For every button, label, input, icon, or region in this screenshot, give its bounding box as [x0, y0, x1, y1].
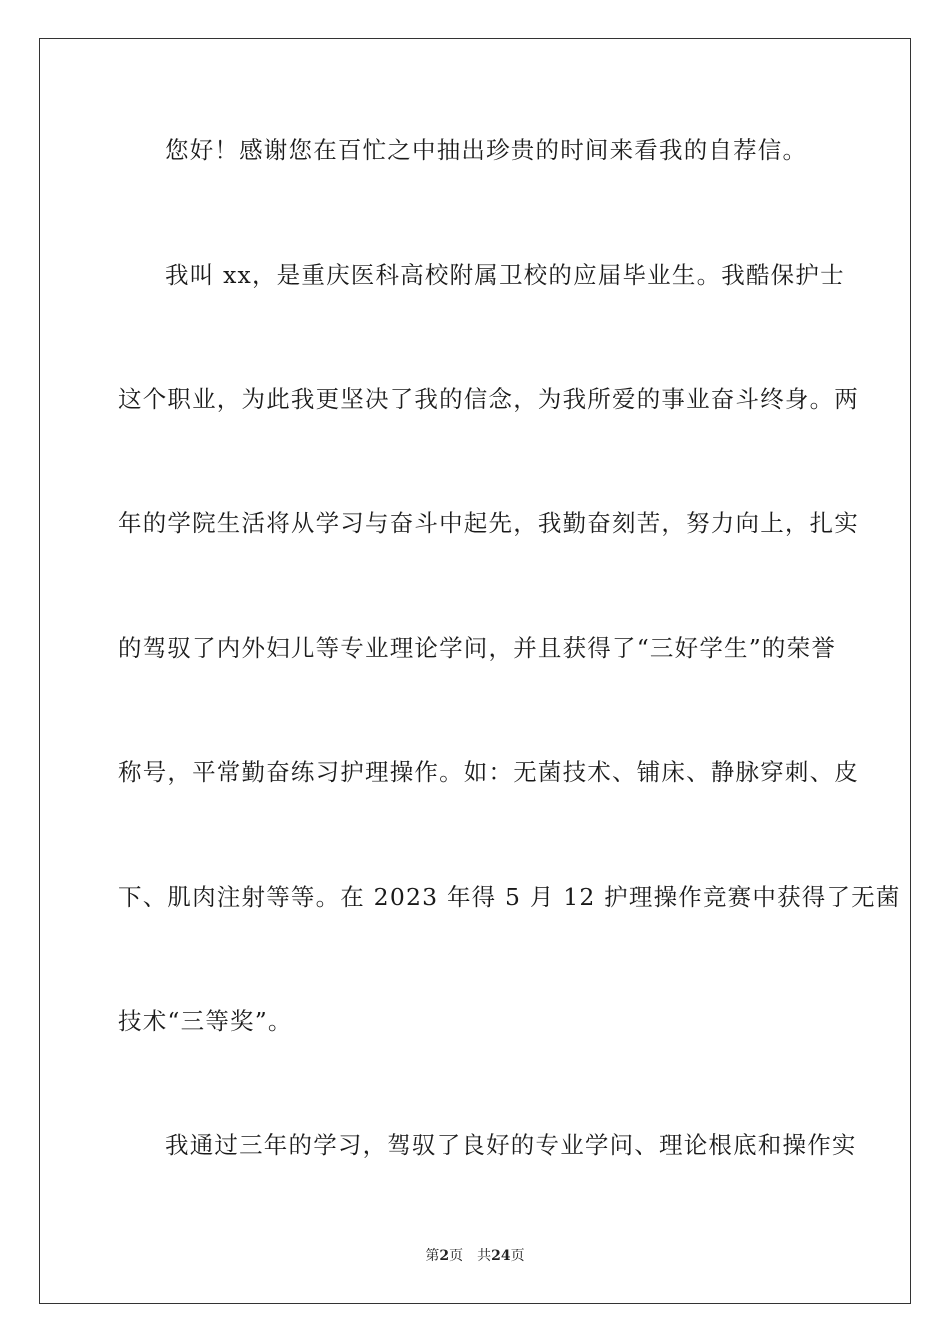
- body-line-2: 我叫 xx，是重庆医科高校附属卫校的应届毕业生。我酷保护士: [165, 261, 845, 289]
- footer-total-pages: 24: [491, 1248, 511, 1264]
- footer-page-number: 2: [439, 1248, 450, 1264]
- body-line-8: 技术“三等奖”。: [118, 1007, 293, 1035]
- body-line-1: 您好！感谢您在百忙之中抽出珍贵的时间来看我的自荐信。: [165, 136, 808, 164]
- footer-page-suffix: 页: [449, 1248, 464, 1264]
- page-border: [39, 38, 911, 1304]
- body-line-7: 下、肌肉注射等等。在 2023 年得 5 月 12 护理操作竞赛中获得了无菌: [118, 883, 901, 911]
- footer-page-prefix: 第: [425, 1248, 440, 1264]
- body-line-5: 的驾驭了内外妇儿等专业理论学问，并且获得了“三好学生”的荣誉: [118, 634, 837, 662]
- body-line-3: 这个职业，为此我更坚决了我的信念，为我所爱的事业奋斗终身。两: [118, 385, 859, 413]
- footer-total-prefix: 共: [477, 1248, 492, 1264]
- page-footer: [0, 1246, 950, 1266]
- body-line-4: 年的学院生活将从学习与奋斗中起先，我勤奋刻苦，努力向上，扎实: [118, 509, 859, 537]
- body-line-9: 我通过三年的学习，驾驭了良好的专业学问、理论根底和操作实: [165, 1131, 857, 1159]
- footer-total-suffix: 页: [510, 1248, 525, 1264]
- body-line-6: 称号，平常勤奋练习护理操作。如：无菌技术、铺床、静脉穿刺、皮: [118, 758, 859, 786]
